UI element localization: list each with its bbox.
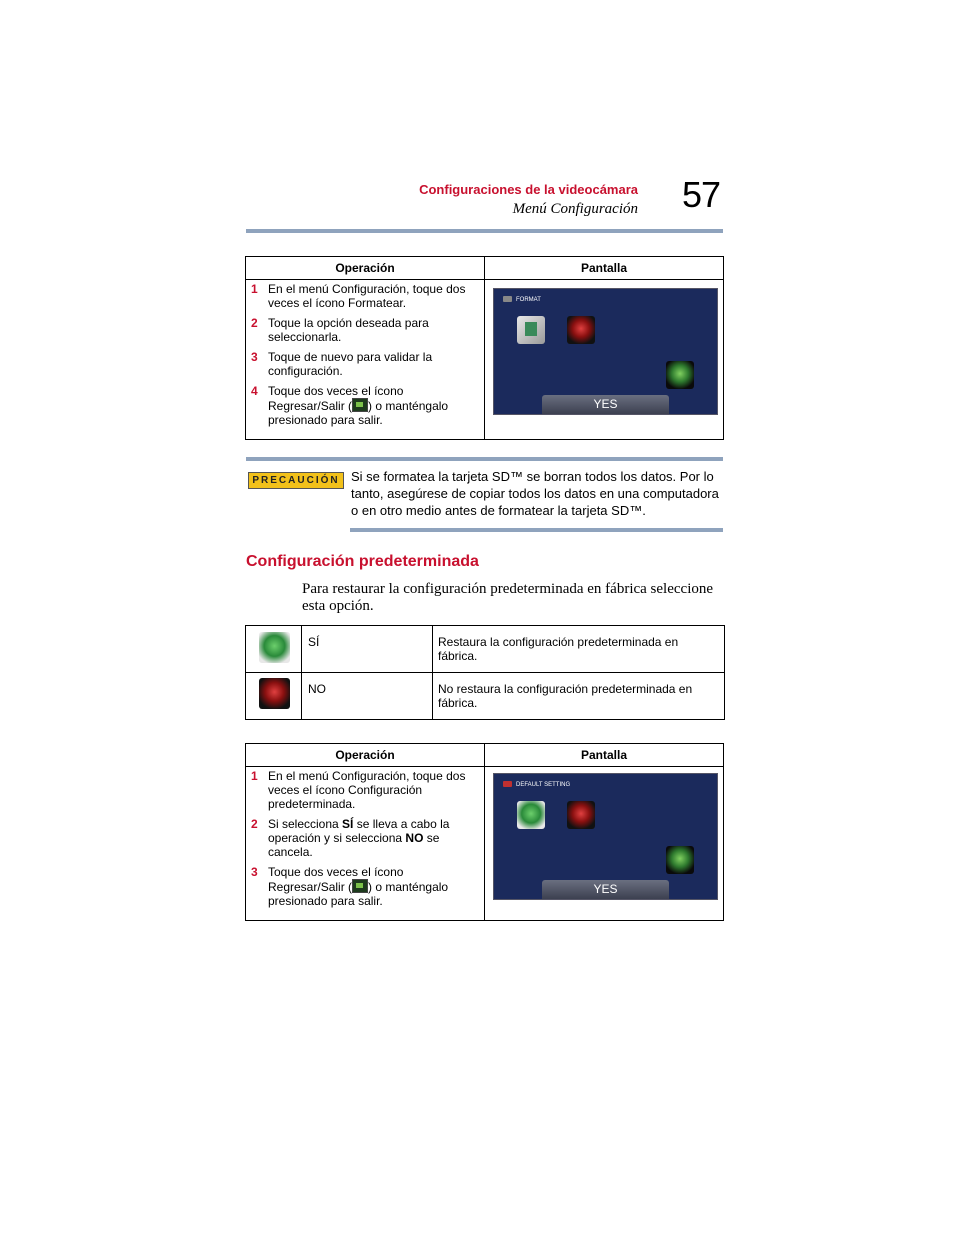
screen-label: FORMAT [516,297,541,303]
return-exit-icon [352,398,368,412]
screen-cell [485,767,724,921]
menu-icon [503,296,512,302]
option-label: NO [302,673,433,720]
format-table [245,256,724,440]
caution-text: Si se formatea la tarjeta SD™ se borran todos los datos. Por lo tanto, asegúrese de copiar todos los datos en una computadora o en otro medio antes de formatear la tarjeta SD™. [351,469,719,518]
col-screen: Pantalla [485,257,724,280]
caution-bottom-rule [350,528,723,532]
red-cancel-icon [259,678,290,709]
page-number: 57 [682,174,721,215]
option-icon-cell [246,673,302,720]
cancel-icon[interactable] [567,316,595,344]
format-card-icon[interactable] [517,316,545,344]
col-operation: Operación [246,744,485,767]
screen-label: DEFAULT SETTING [516,782,571,788]
menu-icon [503,781,512,787]
yes-button[interactable]: YES [542,395,669,414]
section-intro: Para restaurar la configuración predeterminada en fábrica seleccione esta opción. [302,581,714,614]
return-icon[interactable] [666,846,694,874]
option-row [246,673,725,720]
step-3: 3 Toque de nuevo para validar la configuración. [251,350,433,378]
step-1: 1 En el menú Configuración, toque dos veces el ícono Configuración predeterminada. [251,769,466,811]
chapter-title: Configuraciones de la videocámara [419,182,638,197]
step-4: 4 Toque dos veces el ícono Regresar/Salir ( ) o manténgalo presionado para salir. [251,384,449,427]
green-check-icon [259,632,290,663]
section-heading: Configuración predeterminada [246,553,479,570]
caution-top-rule [246,457,723,461]
col-operation: Operación [246,257,485,280]
steps-cell [246,280,485,440]
yes-button[interactable]: YES [542,880,669,899]
col-screen: Pantalla [485,744,724,767]
cancel-icon[interactable] [567,801,595,829]
step-3: 3 Toque dos veces el ícono Regresar/Salir ( ) o manténgalo presionado para salir. [251,865,449,908]
option-icon-cell [246,626,302,673]
format-screen [493,288,718,415]
step-2: 2 Si selecciona SÍ se lleva a cabo la operación y si selecciona NO se cancela. [251,817,450,859]
options-table [245,625,725,720]
option-desc: Restaura la configuración predeterminada en fábrica. [433,626,725,673]
section-subtitle: Menú Configuración [512,201,638,217]
screen-cell [485,280,724,440]
header-rule [246,229,723,233]
step-1: 1 En el menú Configuración, toque dos veces el ícono Formatear. [251,282,466,310]
option-desc: No restaura la configuración predeterminada en fábrica. [433,673,725,720]
return-exit-icon [352,879,368,893]
default-setting-screen [493,773,718,900]
caution-badge: PRECAUCIÓN [248,472,344,489]
option-row [246,626,725,673]
default-setting-table [245,743,724,921]
option-label: SÍ [302,626,433,673]
step-2: 2 Toque la opción deseada para seleccionarla. [251,316,429,344]
return-icon[interactable] [666,361,694,389]
green-check-icon[interactable] [517,801,545,829]
steps-cell [246,767,485,921]
